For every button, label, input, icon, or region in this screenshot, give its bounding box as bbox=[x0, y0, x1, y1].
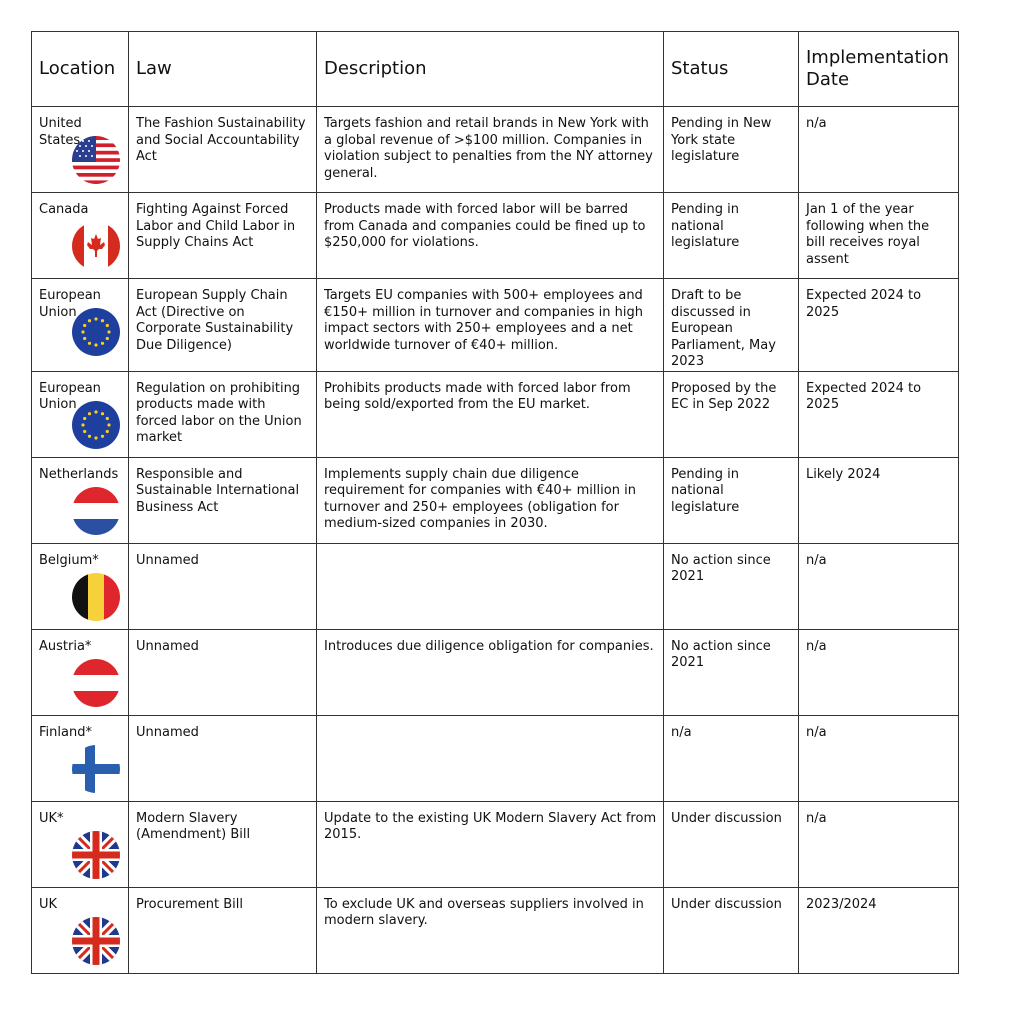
table-row bbox=[32, 887, 959, 973]
law-cell: Responsible and Sustainable International Business Act bbox=[129, 457, 317, 543]
status-cell: Under discussion bbox=[664, 887, 799, 973]
location-text: Austria* bbox=[39, 638, 92, 654]
location-cell bbox=[32, 543, 129, 629]
header-status: Status bbox=[664, 32, 799, 107]
law-cell: The Fashion Sustainability and Social Accountability Act bbox=[129, 107, 317, 193]
legislation-table bbox=[31, 31, 959, 974]
law-cell: European Supply Chain Act (Directive on Corporate Sustainability Due Diligence) bbox=[129, 279, 317, 372]
location-cell bbox=[32, 107, 129, 193]
location-text: Netherlands bbox=[39, 466, 119, 482]
description-cell: Introduces due diligence obligation for companies. bbox=[317, 629, 664, 715]
law-cell: Regulation on prohibiting products made with forced labor on the Union market bbox=[129, 371, 317, 457]
table-row bbox=[32, 543, 959, 629]
location-text: UK bbox=[39, 896, 58, 912]
header-description: Description bbox=[317, 32, 664, 107]
location-cell bbox=[32, 887, 129, 973]
table-row bbox=[32, 371, 959, 457]
table-row bbox=[32, 107, 959, 193]
law-cell: Procurement Bill bbox=[129, 887, 317, 973]
location-cell bbox=[32, 371, 129, 457]
date-cell: n/a bbox=[799, 715, 959, 801]
law-cell: Fighting Against Forced Labor and Child Labor in Supply Chains Act bbox=[129, 193, 317, 279]
date-cell: Likely 2024 bbox=[799, 457, 959, 543]
location-cell bbox=[32, 629, 129, 715]
location-text: European Union bbox=[39, 380, 101, 412]
status-cell: n/a bbox=[664, 715, 799, 801]
finland-flag-icon bbox=[72, 745, 120, 793]
status-cell: Under discussion bbox=[664, 801, 799, 887]
netherlands-flag-icon bbox=[72, 487, 120, 535]
status-cell: No action since 2021 bbox=[664, 543, 799, 629]
status-cell: Pending in national legislature bbox=[664, 457, 799, 543]
table-row bbox=[32, 193, 959, 279]
date-cell: n/a bbox=[799, 629, 959, 715]
table-row bbox=[32, 629, 959, 715]
status-cell: No action since 2021 bbox=[664, 629, 799, 715]
table-row bbox=[32, 715, 959, 801]
location-cell bbox=[32, 715, 129, 801]
law-cell: Unnamed bbox=[129, 715, 317, 801]
location-cell bbox=[32, 193, 129, 279]
header-law: Law bbox=[129, 32, 317, 107]
date-cell: n/a bbox=[799, 543, 959, 629]
table-row bbox=[32, 457, 959, 543]
location-text: United States bbox=[39, 116, 82, 148]
location-text: European Union bbox=[39, 288, 101, 320]
date-cell: Expected 2024 to 2025 bbox=[799, 371, 959, 457]
description-cell: Prohibits products made with forced labor from being sold/exported from the EU market. bbox=[317, 371, 664, 457]
header-row bbox=[32, 32, 959, 107]
canada-flag-icon bbox=[72, 222, 120, 270]
status-cell: Pending in New York state legislature bbox=[664, 107, 799, 193]
description-cell: To exclude UK and overseas suppliers involved in modern slavery. bbox=[317, 887, 664, 973]
description-cell: Targets EU companies with 500+ employees and €150+ million in turnover and companies in high impact sectors with 250+ employees and a net worldwide turnover of €40+ million. bbox=[317, 279, 664, 372]
law-cell: Unnamed bbox=[129, 629, 317, 715]
date-cell: n/a bbox=[799, 107, 959, 193]
uk-flag-icon bbox=[72, 917, 120, 965]
date-cell: n/a bbox=[799, 801, 959, 887]
location-text: Canada bbox=[39, 202, 89, 217]
status-cell: Proposed by the EC in Sep 2022 bbox=[664, 371, 799, 457]
table-row bbox=[32, 801, 959, 887]
location-cell bbox=[32, 457, 129, 543]
location-text: UK* bbox=[39, 810, 64, 826]
location-text: Belgium* bbox=[39, 552, 99, 568]
date-cell: 2023/2024 bbox=[799, 887, 959, 973]
location-cell bbox=[32, 801, 129, 887]
austria-flag-icon bbox=[72, 659, 120, 707]
description-cell: Targets fashion and retail brands in New York with a global revenue of >$100 million. Companies in violation subject to penalties from the NY attorney general. bbox=[317, 107, 664, 193]
date-cell: Expected 2024 to 2025 bbox=[799, 279, 959, 372]
description-cell: Update to the existing UK Modern Slavery Act from 2015. bbox=[317, 801, 664, 887]
law-cell: Modern Slavery (Amendment) Bill bbox=[129, 801, 317, 887]
status-cell: Pending in national legislature bbox=[664, 193, 799, 279]
description-cell bbox=[317, 715, 664, 801]
date-cell: Jan 1 of the year following when the bill receives royal assent bbox=[799, 193, 959, 279]
header-implementation-date: Implementation Date bbox=[799, 32, 959, 107]
description-cell: Implements supply chain due diligence requirement for companies with €40+ million in turnover and 250+ employees (obligation for medium-sized companies in 2030. bbox=[317, 457, 664, 543]
uk-flag-icon bbox=[72, 831, 120, 879]
location-cell bbox=[32, 279, 129, 372]
description-cell bbox=[317, 543, 664, 629]
law-cell: Unnamed bbox=[129, 543, 317, 629]
location-text: Finland* bbox=[39, 724, 92, 740]
table-row bbox=[32, 279, 959, 372]
belgium-flag-icon bbox=[72, 573, 120, 621]
status-cell: Draft to be discussed in European Parliament, May 2023 bbox=[664, 279, 799, 372]
description-cell: Products made with forced labor will be barred from Canada and companies could be fined up to $250,000 for violations. bbox=[317, 193, 664, 279]
header-location: Location bbox=[32, 32, 129, 107]
